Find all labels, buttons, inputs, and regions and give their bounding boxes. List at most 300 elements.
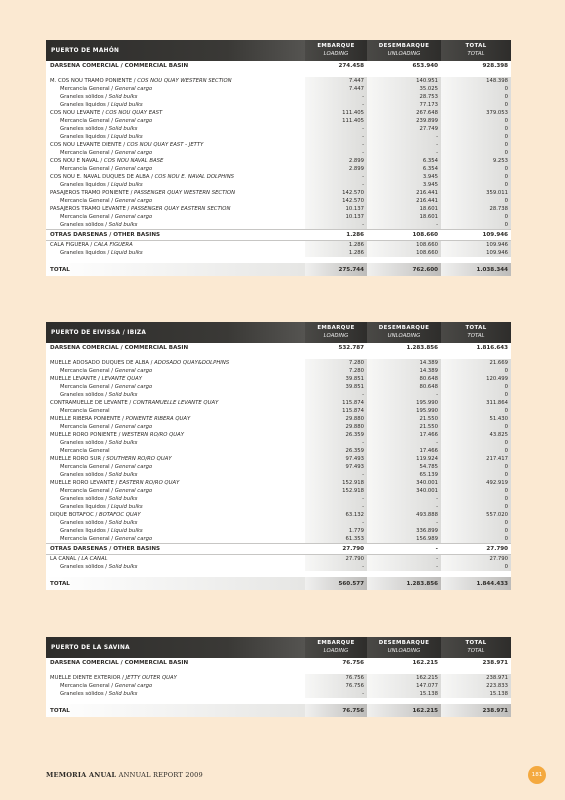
column-header: TOTAL TOTAL bbox=[441, 637, 511, 658]
loading-value: - bbox=[305, 181, 367, 189]
loading-value: 76.756 bbox=[305, 704, 367, 717]
unloading-value: 17.466 bbox=[367, 431, 441, 439]
total-value: 0 bbox=[441, 367, 511, 375]
loading-value: 1.286 bbox=[305, 241, 367, 249]
unloading-value: 162.215 bbox=[412, 660, 438, 666]
total-value: 0 bbox=[441, 447, 511, 455]
quay-row bbox=[46, 431, 511, 439]
loading-value: - bbox=[305, 93, 367, 101]
row-label: Graneles sólidos / Solid bulks bbox=[60, 520, 138, 526]
port-table bbox=[46, 637, 511, 717]
total-value: 0 bbox=[441, 141, 511, 149]
total-value: 0 bbox=[441, 503, 511, 511]
port-table bbox=[46, 40, 511, 276]
cargo-row bbox=[46, 487, 511, 495]
cargo-row bbox=[46, 391, 511, 399]
total-value: 217.417 bbox=[441, 455, 511, 463]
row-label: Graneles líquidos / Liquid bulks bbox=[60, 182, 143, 188]
unloading-value: 6.354 bbox=[367, 165, 441, 173]
loading-value: 532.787 bbox=[338, 345, 364, 351]
row-label: Mercancía General / General cargo bbox=[60, 118, 153, 124]
loading-value: 97.493 bbox=[305, 463, 367, 471]
loading-value: 97.493 bbox=[305, 455, 367, 463]
loading-value: 29.880 bbox=[305, 423, 367, 431]
row-label: MUELLE RIBERA PONIENTE / PONIENTE RIBERA QUAY bbox=[50, 416, 191, 422]
row-label: Graneles líquidos / Liquid bulks bbox=[60, 504, 143, 510]
total-value: 0 bbox=[441, 213, 511, 221]
table-header bbox=[46, 637, 511, 658]
loading-value: - bbox=[305, 391, 367, 399]
total-value: 0 bbox=[441, 173, 511, 181]
unloading-value: - bbox=[367, 495, 441, 503]
total-value: 0 bbox=[441, 527, 511, 535]
quay-row bbox=[46, 241, 511, 249]
row-label: Graneles sólidos / Solid bulks bbox=[60, 496, 138, 502]
total-value: 15.138 bbox=[441, 690, 511, 698]
cargo-row bbox=[46, 563, 511, 571]
unloading-value: 340.001 bbox=[367, 487, 441, 495]
row-label: Graneles líquidos / Liquid bulks bbox=[60, 134, 143, 140]
unloading-value: 14.389 bbox=[367, 367, 441, 375]
total-value: 0 bbox=[441, 93, 511, 101]
cargo-row bbox=[46, 682, 511, 690]
loading-value: 76.756 bbox=[305, 682, 367, 690]
row-label: Mercancía General / General cargo bbox=[60, 683, 153, 689]
unloading-value: - bbox=[435, 546, 438, 552]
row-label: DÁRSENA COMERCIAL / COMMERCIAL BASIN bbox=[50, 63, 189, 69]
total-value: 109.946 bbox=[441, 249, 511, 257]
total-value: 0 bbox=[441, 85, 511, 93]
total-value: 0 bbox=[441, 117, 511, 125]
unloading-value: 108.660 bbox=[412, 232, 438, 238]
row-label: COS NOU E NAVAL / COS NOU NAVAL BASE bbox=[50, 158, 164, 164]
unloading-value: - bbox=[367, 503, 441, 511]
basin-row bbox=[46, 343, 511, 353]
quay-row bbox=[46, 189, 511, 197]
total-value: 27.790 bbox=[486, 546, 508, 552]
total-value: 0 bbox=[441, 133, 511, 141]
row-label: Graneles sólidos / Solid bulks bbox=[60, 472, 138, 478]
unloading-value: 14.389 bbox=[367, 359, 441, 367]
unloading-value: 653.940 bbox=[412, 63, 438, 69]
loading-value: 7.280 bbox=[305, 359, 367, 367]
total-value: 9.253 bbox=[441, 157, 511, 165]
unloading-value: 1.283.856 bbox=[406, 345, 438, 351]
cargo-row bbox=[46, 407, 511, 415]
unloading-value: 21.550 bbox=[367, 423, 441, 431]
total-value: 28.738 bbox=[441, 205, 511, 213]
loading-value: 1.286 bbox=[346, 232, 364, 238]
quay-row bbox=[46, 415, 511, 423]
cargo-row bbox=[46, 519, 511, 527]
row-label: Graneles líquidos / Liquid bulks bbox=[60, 528, 143, 534]
row-label: PASAJEROS TRAMO PONIENTE / PASSENGER QUAY WESTERN SECTION bbox=[50, 190, 236, 196]
total-value: 238.971 bbox=[441, 704, 511, 717]
column-header: EMBARQUE LOADING bbox=[305, 322, 367, 343]
loading-value: 7.447 bbox=[305, 85, 367, 93]
unloading-value: 18.601 bbox=[367, 205, 441, 213]
loading-value: 115.874 bbox=[305, 407, 367, 415]
total-value: 238.971 bbox=[482, 660, 508, 666]
total-value: 1.844.433 bbox=[441, 577, 511, 590]
cargo-row bbox=[46, 367, 511, 375]
loading-value: 274.458 bbox=[338, 63, 364, 69]
quay-row bbox=[46, 205, 511, 213]
row-label: Mercancía General bbox=[60, 408, 110, 414]
total-value: 0 bbox=[441, 535, 511, 543]
quay-row bbox=[46, 674, 511, 682]
unloading-value: 156.989 bbox=[367, 535, 441, 543]
total-value: 928.398 bbox=[482, 63, 508, 69]
basin-row bbox=[46, 230, 511, 240]
unloading-value: - bbox=[367, 221, 441, 229]
quay-row bbox=[46, 399, 511, 407]
row-label: OTRAS DÁRSENAS / OTHER BASINS bbox=[50, 546, 161, 552]
total-value: 0 bbox=[441, 181, 511, 189]
loading-value: - bbox=[305, 133, 367, 141]
total-value: 109.946 bbox=[441, 241, 511, 249]
unloading-value: 77.173 bbox=[367, 101, 441, 109]
unloading-value: - bbox=[367, 519, 441, 527]
row-label: COS NOU LEVANTE DIENTE / COS NOU QUAY EAST - JETTY bbox=[50, 142, 204, 148]
unloading-value: 1.283.856 bbox=[367, 577, 441, 590]
total-value: 238.971 bbox=[441, 674, 511, 682]
loading-value: 115.874 bbox=[305, 399, 367, 407]
loading-value: 26.359 bbox=[305, 431, 367, 439]
quay-row bbox=[46, 77, 511, 85]
unloading-value: 3.945 bbox=[367, 181, 441, 189]
cargo-row bbox=[46, 471, 511, 479]
unloading-value: 195.990 bbox=[367, 407, 441, 415]
cargo-row bbox=[46, 447, 511, 455]
total-value: 311.864 bbox=[441, 399, 511, 407]
row-label: Graneles sólidos / Solid bulks bbox=[60, 564, 138, 570]
row-label: Mercancía General / General cargo bbox=[60, 150, 153, 156]
cargo-row bbox=[46, 165, 511, 173]
loading-value: 10.137 bbox=[305, 213, 367, 221]
row-label: Mercancía General bbox=[60, 448, 110, 454]
quay-row bbox=[46, 359, 511, 367]
column-header: DESEMBARQUE UNLOADING bbox=[367, 40, 441, 61]
row-label: MUELLE RORO PONIENTE / WESTERN RO/RO QUAY bbox=[50, 432, 184, 438]
row-label: Mercancía General / General cargo bbox=[60, 166, 153, 172]
row-label: Graneles sólidos / Solid bulks bbox=[60, 126, 138, 132]
total-value: 0 bbox=[441, 423, 511, 431]
quay-row bbox=[46, 555, 511, 563]
page-number-badge: 181 bbox=[528, 766, 546, 784]
loading-value: 1.779 bbox=[305, 527, 367, 535]
unloading-value: 18.601 bbox=[367, 213, 441, 221]
row-label: TOTAL bbox=[50, 266, 70, 273]
total-value: 0 bbox=[441, 101, 511, 109]
loading-value: 7.280 bbox=[305, 367, 367, 375]
unloading-value: 21.550 bbox=[367, 415, 441, 423]
loading-value: - bbox=[305, 471, 367, 479]
unloading-value: 6.354 bbox=[367, 157, 441, 165]
column-header: TOTAL TOTAL bbox=[441, 40, 511, 61]
loading-value: 39.851 bbox=[305, 375, 367, 383]
total-value: 0 bbox=[441, 391, 511, 399]
table-header bbox=[46, 40, 511, 61]
loading-value: 275.744 bbox=[305, 263, 367, 276]
cargo-row bbox=[46, 149, 511, 157]
loading-value: 63.132 bbox=[305, 511, 367, 519]
quay-row bbox=[46, 479, 511, 487]
loading-value: 152.918 bbox=[305, 487, 367, 495]
row-label: Graneles sólidos / Solid bulks bbox=[60, 392, 138, 398]
quay-row bbox=[46, 157, 511, 165]
basin-row bbox=[46, 544, 511, 554]
unloading-value: 162.215 bbox=[367, 704, 441, 717]
row-label: M. COS NOU TRAMO PONIENTE / COS NOU QUAY WESTERN SECTION bbox=[50, 78, 232, 84]
total-value: 0 bbox=[441, 383, 511, 391]
row-label: MUELLE RORO SUR / SOUTHERN RO/RO QUAY bbox=[50, 456, 172, 462]
loading-value: 560.577 bbox=[305, 577, 367, 590]
unloading-value: 216.441 bbox=[367, 189, 441, 197]
cargo-row bbox=[46, 101, 511, 109]
row-label: COS NOU E. NAVAL DUQUES DE ALBA / COS NOU E. NAVAL DOLPHINS bbox=[50, 174, 235, 180]
total-value: 27.790 bbox=[441, 555, 511, 563]
row-label: Graneles sólidos / Solid bulks bbox=[60, 691, 138, 697]
unloading-value: 147.077 bbox=[367, 682, 441, 690]
total-value: 0 bbox=[441, 439, 511, 447]
row-label: Graneles líquidos / Liquid bulks bbox=[60, 102, 143, 108]
total-value: 0 bbox=[441, 125, 511, 133]
row-label: TOTAL bbox=[50, 580, 70, 587]
quay-row bbox=[46, 173, 511, 181]
unloading-value: 17.466 bbox=[367, 447, 441, 455]
loading-value: 39.851 bbox=[305, 383, 367, 391]
row-label: Mercancía General / General cargo bbox=[60, 536, 153, 542]
row-label: LA CANAL / LA CANAL bbox=[50, 556, 108, 562]
quay-row bbox=[46, 141, 511, 149]
loading-value: - bbox=[305, 519, 367, 527]
row-label: MUELLE RORO LEVANTE / EASTERN RO/RO QUAY bbox=[50, 480, 180, 486]
unloading-value: 140.951 bbox=[367, 77, 441, 85]
port-name: PUERTO DE LA SAVINA bbox=[46, 637, 305, 658]
row-label: DÁRSENA COMERCIAL / COMMERCIAL BASIN bbox=[50, 660, 189, 666]
total-value: 1.816.643 bbox=[476, 345, 508, 351]
loading-value: 111.405 bbox=[305, 117, 367, 125]
unloading-value: 108.660 bbox=[367, 241, 441, 249]
unloading-value: 54.785 bbox=[367, 463, 441, 471]
cargo-row bbox=[46, 463, 511, 471]
port-table bbox=[46, 322, 511, 590]
loading-value: 152.918 bbox=[305, 479, 367, 487]
cargo-row bbox=[46, 690, 511, 698]
row-label: Mercancía General / General cargo bbox=[60, 214, 153, 220]
footer-title: MEMORIA ANUAL ANNUAL REPORT 2009 bbox=[46, 771, 203, 779]
loading-value: 29.880 bbox=[305, 415, 367, 423]
unloading-value: 336.899 bbox=[367, 527, 441, 535]
loading-value: 142.570 bbox=[305, 189, 367, 197]
loading-value: 76.756 bbox=[342, 660, 364, 666]
unloading-value: 239.899 bbox=[367, 117, 441, 125]
unloading-value: 65.139 bbox=[367, 471, 441, 479]
loading-value: - bbox=[305, 173, 367, 181]
unloading-value: 3.945 bbox=[367, 173, 441, 181]
loading-value: - bbox=[305, 221, 367, 229]
unloading-value: 119.924 bbox=[367, 455, 441, 463]
row-label: CALA FIGUERA / CALA FIGUERA bbox=[50, 242, 133, 248]
row-label: DIQUE BOTAFOC / BOTAFOC QUAY bbox=[50, 512, 141, 518]
row-label: MUELLE LEVANTE / LEVANTE QUAY bbox=[50, 376, 142, 382]
unloading-value: 493.888 bbox=[367, 511, 441, 519]
unloading-value: 340.001 bbox=[367, 479, 441, 487]
loading-value: 27.790 bbox=[305, 555, 367, 563]
total-value: 359.011 bbox=[441, 189, 511, 197]
basin-row bbox=[46, 61, 511, 71]
cargo-row bbox=[46, 197, 511, 205]
cargo-row bbox=[46, 93, 511, 101]
cargo-row bbox=[46, 221, 511, 229]
row-label: Graneles sólidos / Solid bulks bbox=[60, 440, 138, 446]
total-value: 0 bbox=[441, 463, 511, 471]
unloading-value: 195.990 bbox=[367, 399, 441, 407]
row-label: Mercancía General / General cargo bbox=[60, 464, 153, 470]
cargo-row bbox=[46, 495, 511, 503]
row-label: Mercancía General / General cargo bbox=[60, 86, 153, 92]
total-value: 51.430 bbox=[441, 415, 511, 423]
row-label: Mercancía General / General cargo bbox=[60, 384, 153, 390]
loading-value: - bbox=[305, 125, 367, 133]
unloading-value: - bbox=[367, 391, 441, 399]
total-row bbox=[46, 263, 511, 276]
quay-row bbox=[46, 375, 511, 383]
unloading-value: 162.215 bbox=[367, 674, 441, 682]
quay-row bbox=[46, 455, 511, 463]
loading-value: - bbox=[305, 101, 367, 109]
unloading-value: 762.600 bbox=[367, 263, 441, 276]
total-value: 0 bbox=[441, 519, 511, 527]
row-label: MUELLE DIENTE EXTERIOR / JETTY OUTER QUAY bbox=[50, 675, 177, 681]
unloading-value: 35.025 bbox=[367, 85, 441, 93]
unloading-value: - bbox=[367, 555, 441, 563]
total-value: 379.053 bbox=[441, 109, 511, 117]
loading-value: 1.286 bbox=[305, 249, 367, 257]
basin-row bbox=[46, 658, 511, 668]
port-name: PUERTO DE MAHÓN bbox=[46, 40, 305, 61]
cargo-row bbox=[46, 503, 511, 511]
total-row bbox=[46, 704, 511, 717]
row-label: MUELLE ADOSADO DUQUES DE ALBA / ADOSADO QUAY&DOLPHINS bbox=[50, 360, 230, 366]
row-label: Mercancía General / General cargo bbox=[60, 368, 153, 374]
loading-value: - bbox=[305, 690, 367, 698]
total-value: 1.038.344 bbox=[441, 263, 511, 276]
total-value: 120.499 bbox=[441, 375, 511, 383]
column-header: EMBARQUE LOADING bbox=[305, 637, 367, 658]
total-value: 148.398 bbox=[441, 77, 511, 85]
loading-value: 2.899 bbox=[305, 157, 367, 165]
row-label: PASAJEROS TRAMO LEVANTE / PASSENGER QUAY EASTERN SECTION bbox=[50, 206, 231, 212]
total-value: 0 bbox=[441, 165, 511, 173]
loading-value: 26.359 bbox=[305, 447, 367, 455]
cargo-row bbox=[46, 439, 511, 447]
unloading-value: - bbox=[367, 439, 441, 447]
total-value: 0 bbox=[441, 197, 511, 205]
cargo-row bbox=[46, 125, 511, 133]
loading-value: 27.790 bbox=[342, 546, 364, 552]
total-value: 0 bbox=[441, 149, 511, 157]
unloading-value: 267.648 bbox=[367, 109, 441, 117]
unloading-value: 15.138 bbox=[367, 690, 441, 698]
unloading-value: 108.660 bbox=[367, 249, 441, 257]
row-label: Mercancía General / General cargo bbox=[60, 488, 153, 494]
unloading-value: - bbox=[367, 141, 441, 149]
total-value: 0 bbox=[441, 487, 511, 495]
loading-value: - bbox=[305, 503, 367, 511]
total-value: 223.833 bbox=[441, 682, 511, 690]
unloading-value: 27.749 bbox=[367, 125, 441, 133]
cargo-row bbox=[46, 527, 511, 535]
row-label: Graneles sólidos / Solid bulks bbox=[60, 222, 138, 228]
loading-value: 2.899 bbox=[305, 165, 367, 173]
quay-row bbox=[46, 511, 511, 519]
row-label: TOTAL bbox=[50, 707, 70, 714]
total-value: 0 bbox=[441, 495, 511, 503]
total-value: 21.669 bbox=[441, 359, 511, 367]
column-header: TOTAL TOTAL bbox=[441, 322, 511, 343]
unloading-value: 28.753 bbox=[367, 93, 441, 101]
row-label: Mercancía General / General cargo bbox=[60, 424, 153, 430]
total-value: 492.919 bbox=[441, 479, 511, 487]
row-label: Mercancía General / General cargo bbox=[60, 198, 153, 204]
unloading-value: 80.648 bbox=[367, 383, 441, 391]
quay-row bbox=[46, 109, 511, 117]
loading-value: 61.353 bbox=[305, 535, 367, 543]
unloading-value: 216.441 bbox=[367, 197, 441, 205]
column-header: DESEMBARQUE UNLOADING bbox=[367, 322, 441, 343]
total-value: 0 bbox=[441, 221, 511, 229]
cargo-row bbox=[46, 535, 511, 543]
port-name: PUERTO DE EIVISSA / IBIZA bbox=[46, 322, 305, 343]
total-value: 0 bbox=[441, 563, 511, 571]
loading-value: - bbox=[305, 149, 367, 157]
table-header bbox=[46, 322, 511, 343]
loading-value: 10.137 bbox=[305, 205, 367, 213]
total-value: 109.946 bbox=[482, 232, 508, 238]
loading-value: - bbox=[305, 495, 367, 503]
total-value: 0 bbox=[441, 471, 511, 479]
total-row bbox=[46, 577, 511, 590]
unloading-value: - bbox=[367, 133, 441, 141]
loading-value: 7.447 bbox=[305, 77, 367, 85]
row-label: COS NOU LEVANTE / COS NOU QUAY EAST bbox=[50, 110, 163, 116]
cargo-row bbox=[46, 383, 511, 391]
row-label: OTRAS DÁRSENAS / OTHER BASINS bbox=[50, 232, 161, 238]
loading-value: - bbox=[305, 563, 367, 571]
unloading-value: - bbox=[367, 149, 441, 157]
loading-value: 111.405 bbox=[305, 109, 367, 117]
total-value: 557.020 bbox=[441, 511, 511, 519]
unloading-value: - bbox=[367, 563, 441, 571]
loading-value: - bbox=[305, 439, 367, 447]
row-label: Graneles líquidos / Liquid bulks bbox=[60, 250, 143, 256]
loading-value: 142.570 bbox=[305, 197, 367, 205]
row-label: DÁRSENA COMERCIAL / COMMERCIAL BASIN bbox=[50, 345, 189, 351]
total-value: 43.825 bbox=[441, 431, 511, 439]
row-label: CONTRAMUELLE DE LEVANTE / CONTRAMUELLE LEVANTE QUAY bbox=[50, 400, 219, 406]
cargo-row bbox=[46, 181, 511, 189]
loading-value: 76.756 bbox=[305, 674, 367, 682]
cargo-row bbox=[46, 213, 511, 221]
row-label: Graneles sólidos / Solid bulks bbox=[60, 94, 138, 100]
cargo-row bbox=[46, 249, 511, 257]
unloading-value: 80.648 bbox=[367, 375, 441, 383]
loading-value: - bbox=[305, 141, 367, 149]
cargo-row bbox=[46, 423, 511, 431]
cargo-row bbox=[46, 117, 511, 125]
